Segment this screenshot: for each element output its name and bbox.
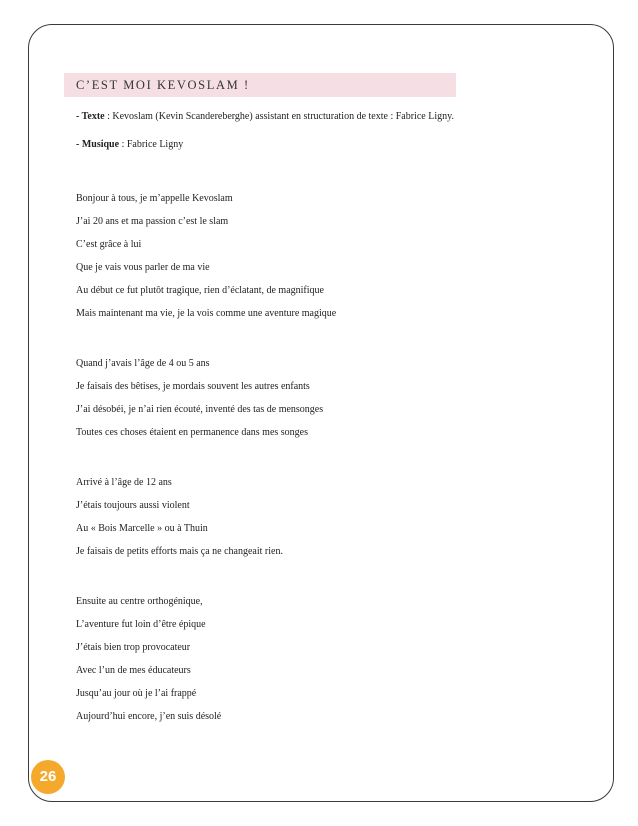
- verse-line: Que je vais vous parler de ma vie: [76, 262, 210, 273]
- credits-block: [76, 109, 456, 165]
- page-number-badge: 26: [31, 760, 65, 794]
- verse-line: J’étais toujours aussi violent: [76, 500, 190, 511]
- verse-line: Avec l’un de mes éducateurs: [76, 665, 191, 676]
- credit-music-label: - Musique: [76, 139, 120, 150]
- verse-line: Jusqu’au jour où je l’ai frappé: [76, 688, 197, 699]
- verse-line: Je faisais des bêtises, je mordais souvent les autres enfants: [76, 381, 310, 392]
- verse-line: J’ai désobéi, je n’ai rien écouté, inventé des tas de mensonges: [76, 404, 324, 415]
- verse-line: Aujourd’hui encore, j’en suis désolé: [76, 711, 222, 722]
- credit-music-value: : Fabrice Ligny: [119, 139, 184, 150]
- verse-line: Au début ce fut plutôt tragique, rien d’éclatant, de magnifique: [76, 285, 324, 296]
- verse-line: Arrivé à l’âge de 12 ans: [76, 477, 172, 488]
- verse-line: Mais maintenant ma vie, je la vois comme une aventure magique: [76, 308, 337, 319]
- verse-line: Bonjour à tous, je m’appelle Kevoslam: [76, 193, 233, 204]
- page-title: C’EST MOI KEVOSLAM !: [64, 73, 456, 97]
- credit-text-label: - Texte: [76, 111, 105, 122]
- verse-line: Je faisais de petits efforts mais ça ne changeait rien.: [76, 546, 283, 557]
- credit-text-value: : Kevoslam (Kevin Scandereberghe) assistant en structuration de texte : Fabrice Ligny.: [104, 111, 454, 122]
- credit-text: [76, 109, 456, 125]
- verse-line: J’étais bien trop provocateur: [76, 642, 191, 653]
- verse-line: J’ai 20 ans et ma passion c’est le slam: [76, 216, 229, 227]
- credit-music: [76, 137, 456, 153]
- verse-line: C’est grâce à lui: [76, 239, 142, 250]
- verse-line: L’aventure fut loin d’être épique: [76, 619, 206, 630]
- verse-line: Au « Bois Marcelle » ou à Thuin: [76, 523, 208, 534]
- verse-line: Quand j’avais l’âge de 4 ou 5 ans: [76, 358, 210, 369]
- verse-line: Ensuite au centre orthogénique,: [76, 596, 203, 607]
- verse-line: Toutes ces choses étaient en permanence dans mes songes: [76, 427, 308, 438]
